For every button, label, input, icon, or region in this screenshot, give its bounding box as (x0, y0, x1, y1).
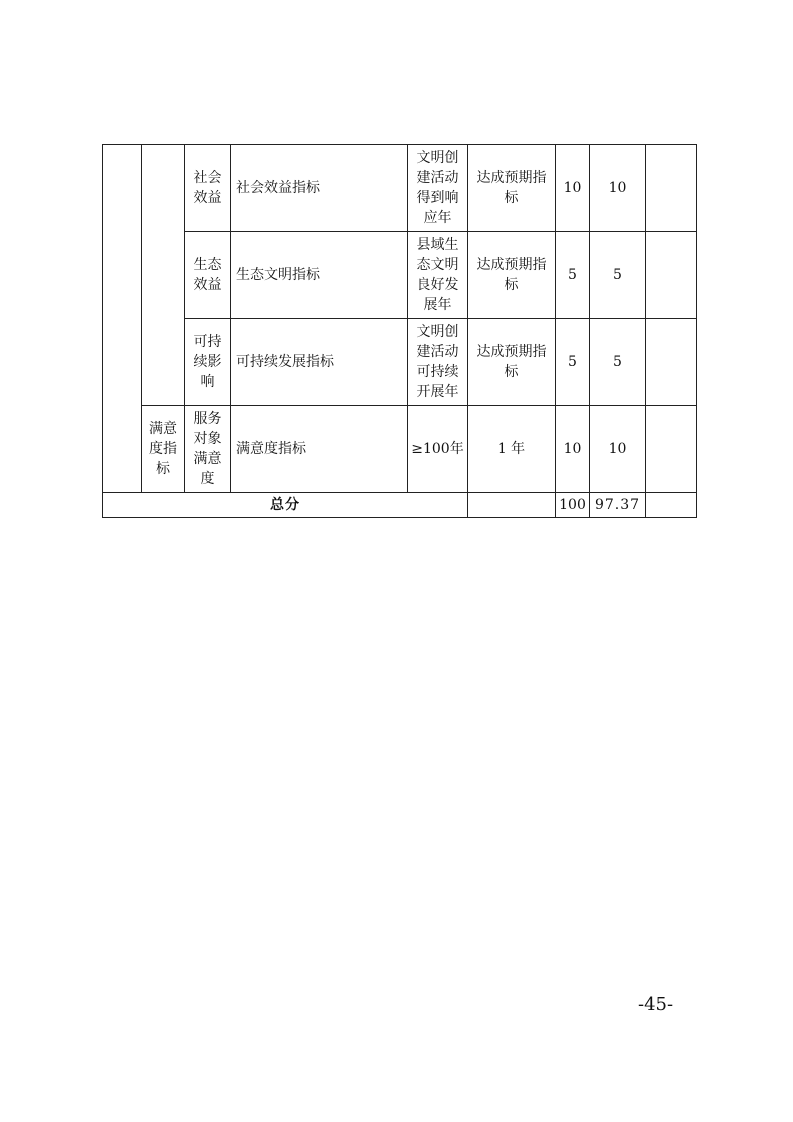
actual-cell: 1 年 (468, 406, 556, 493)
total-weight-cell: 100 (556, 493, 590, 518)
page-number: -45- (638, 994, 674, 1015)
indicator-cell: 社会效益指标 (231, 145, 408, 232)
actual-cell: 达成预期指标 (468, 145, 556, 232)
weight-cell: 10 (556, 145, 590, 232)
table-row (103, 145, 697, 232)
score-cell: 10 (590, 406, 646, 493)
remark-cell (646, 232, 697, 319)
table-row (103, 232, 697, 319)
remark-cell (646, 319, 697, 406)
total-remark-cell (646, 493, 697, 518)
weight-cell: 5 (556, 319, 590, 406)
table-row (103, 406, 697, 493)
target-cell: 文明创建活动得到响应年 (408, 145, 468, 232)
score-cell: 5 (590, 319, 646, 406)
total-label: 总分 (103, 493, 468, 518)
level3-cell: 社会效益 (185, 145, 231, 232)
indicator-cell: 生态文明指标 (231, 232, 408, 319)
level2-cell: 满意度指标 (142, 406, 185, 493)
table-row (103, 319, 697, 406)
level1-cell (103, 145, 142, 493)
total-actual-cell (468, 493, 556, 518)
level3-cell: 可持续影响 (185, 319, 231, 406)
remark-cell (646, 406, 697, 493)
target-cell: 文明创建活动可持续开展年 (408, 319, 468, 406)
total-row (103, 493, 697, 518)
target-cell: ≥100年 (408, 406, 468, 493)
level2-cell (142, 145, 185, 406)
weight-cell: 10 (556, 406, 590, 493)
indicator-cell: 满意度指标 (231, 406, 408, 493)
actual-cell: 达成预期指标 (468, 232, 556, 319)
weight-cell: 5 (556, 232, 590, 319)
score-cell: 10 (590, 145, 646, 232)
total-score-cell: 97.37 (590, 493, 646, 518)
performance-table (102, 144, 697, 518)
level3-cell: 服务对象满意度 (185, 406, 231, 493)
score-cell: 5 (590, 232, 646, 319)
level3-cell: 生态效益 (185, 232, 231, 319)
target-cell: 县域生态文明良好发展年 (408, 232, 468, 319)
remark-cell (646, 145, 697, 232)
indicator-cell: 可持续发展指标 (231, 319, 408, 406)
actual-cell: 达成预期指标 (468, 319, 556, 406)
